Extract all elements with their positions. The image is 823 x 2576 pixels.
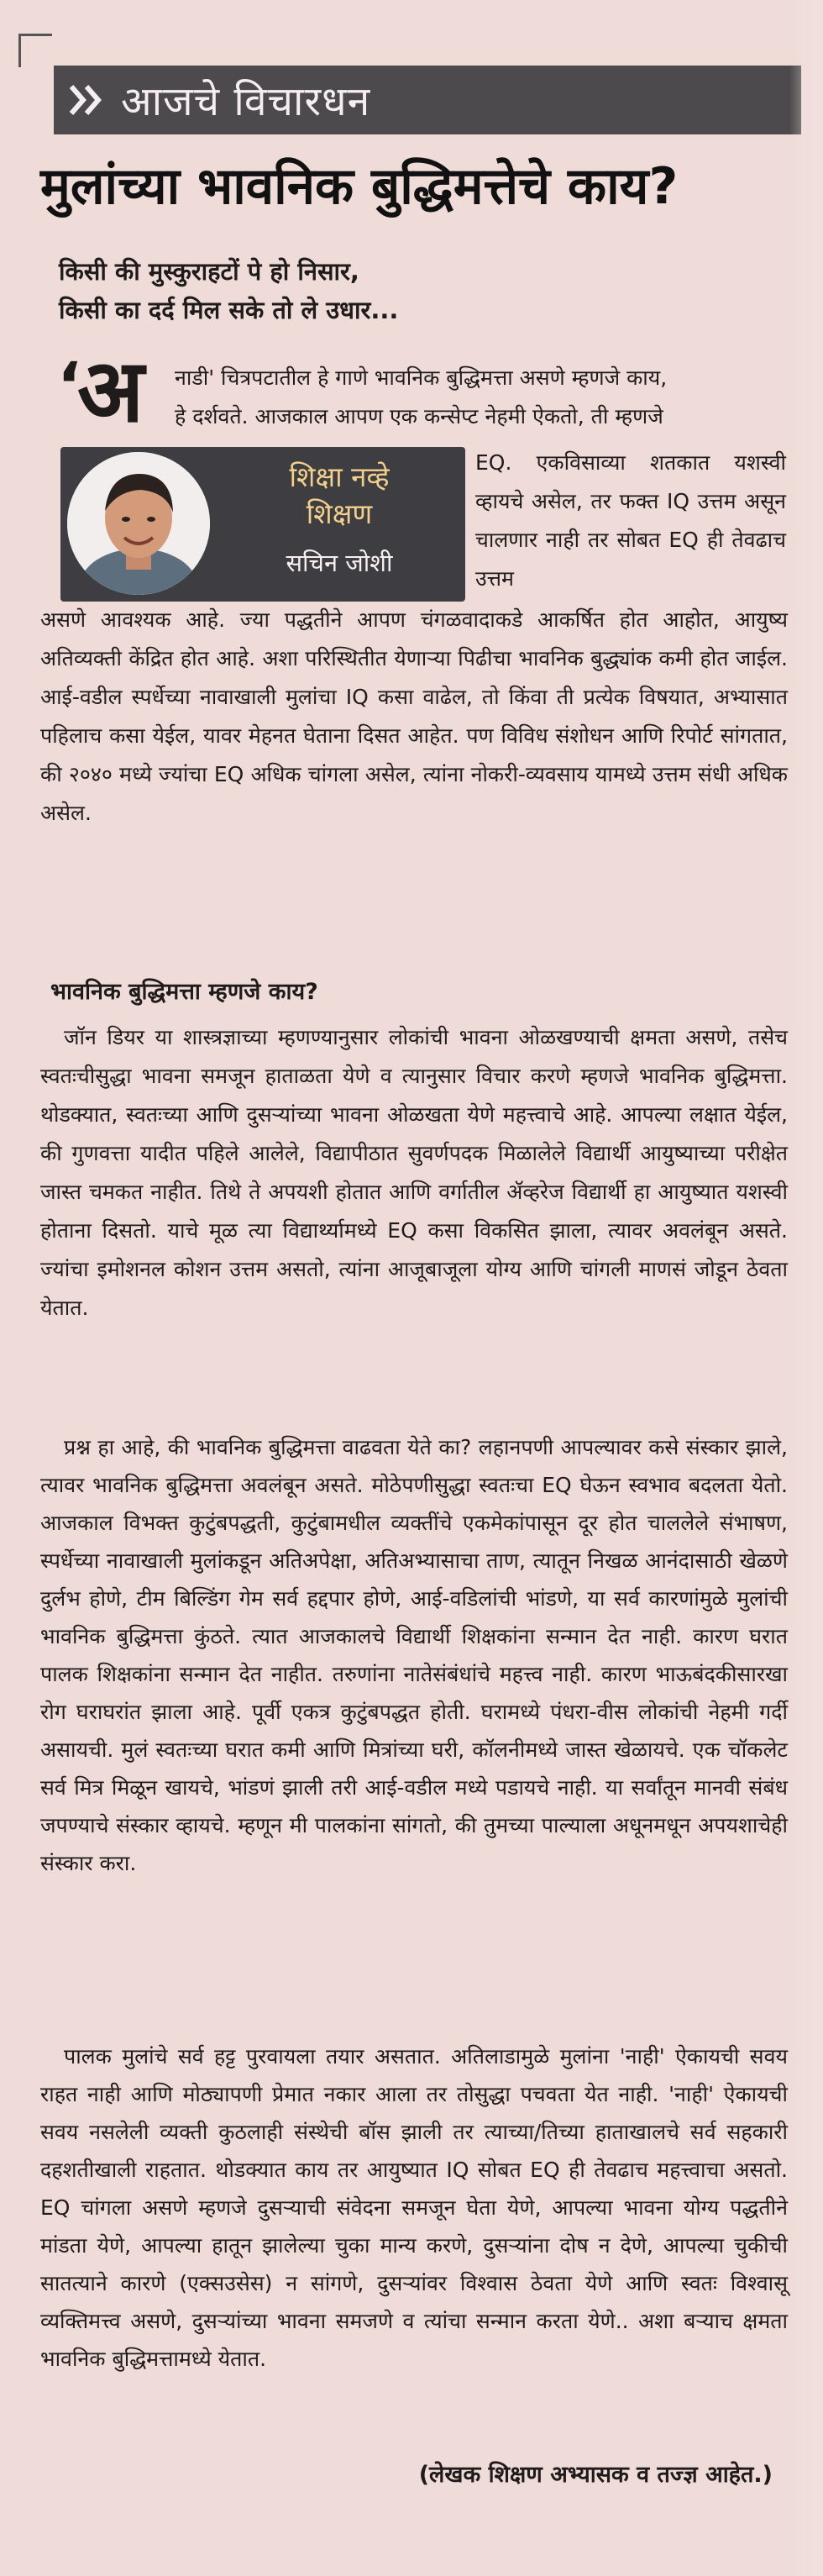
paragraph-2: जॉन डियर या शास्त्रज्ञाच्या म्हणण्यानुसार लोकांची भावना ओळखण्याची क्षमता असणे, तसेच स्वतःचीसुद्धा भावना समजून हाताळता येणे व त्यानुसार विचार करणे म्हणजे भावनिक बुद्धिमत्ता. थोडक्यात, स्वतःच्या आणि दुसऱ्यांच्या भावना ओळखता येणे महत्त्वाचे आहे. आपल्या लक्षात येईल, की गुणवत्ता यादीत पहिले आलेले, विद्यापीठात सुवर्णपदक मिळालेले विद्यार्थी आयुष्याच्या परीक्षेत जास्त चमकत नाहीत. तिथे ते अपयशी होतात आणि वर्गातील ॲव्हरेज विद्यार्थी हा आयुष्यात यशस्वी होताना दिसतो. याचे मूळ त्या विद्यार्थ्यामध्ये EQ कसा विकसित झाला, त्यावर अवलंबून असते. ज्यांचा इमोशनल कोशन उत्तम असतो, त्यांना आजूबाजूला योग्य आणि चांगली माणसं जोडून ठेवता येतात. [40,1025,788,1320]
section-title: आजचे विचारधन [121,77,371,125]
column-heading [220,459,459,533]
paragraph-3: प्रश्न हा आहे, की भावनिक बुद्धिमत्ता वाढवता येते का? लहानपणी आपल्यावर कसे संस्कार झाले, त्यावर भावनिक बुद्धिमत्ता अवलंबून असते. मोठेपणीसुद्धा स्वतःचा EQ घेऊन स्वभाव बदलता येतो. आजकाल विभक्त कुटुंबपद्धती, कुटुंबामधील व्यक्तींचे एकमेकांपासून दूर होत चाललेले संभाषण, स्पर्धेच्या नावाखाली मुलांकडून अतिअपेक्षा, अतिअभ्यासाचा ताण, त्यातून निखळ आनंदासाठी खेळणे दुर्लभ होणे, टीम बिल्डिंग गेम सर्व हद्दपार होणे, आई-वडिलांची भांडणे, या सर्व कारणांमुळे मुलांची भावनिक बुद्धिमत्ता कुंठते. त्यात आजकालचे विद्यार्थी शिक्षकांना सन्मान देत नाही. कारण घरात पालक शिक्षकांना सन्मान देत नाहीत. तरुणांना नातेसंबंधांचे महत्त्व नाही. कारण भाऊबंदकीसारखा रोग घराघरांत झाला आहे. पूर्वी एकत्र कुटुंबपद्धत होती. घरामध्ये पंधरा-वीस लोकांची नेहमी गर्दी असायची. मुलं स्वतःच्या घरात कमी आणि मित्रांच्या घरी, कॉलनीमध्ये जास्त खेळायचे. एक चॉकलेट सर्व मित्र मिळून खायचे, भांडणं झाली तरी आई-वडील मध्ये पडायचे नाही. या सर्वांतून मानवी संबंध जपण्याचे संस्कार व्हायचे. म्हणून मी पालकांना सांगतो, की तुमच्या पाल्याला अधूनमधून अपयशाचेही संस्कार करा. [40,1435,788,1875]
page-edge-shade [789,0,823,2576]
wrap-paragraph: EQ. एकविसाव्या शतकात यशस्वी व्हायचे असेल, तर फक्त IQ उत्तम असून चालणार नाही तर सोबत EQ ही तेवढाच उत्तम [475,450,786,591]
intro-line-1: नाडी' चित्रपटातील हे गाणे भावनिक बुद्धिमत्ता असणे म्हणजे काय, [175,365,668,390]
column-heading-line-2: शिक्षण [306,497,373,530]
section-header [54,66,801,134]
drop-cap: अ [77,339,144,442]
column-heading-line-1: शिक्षा नव्हे [289,460,390,493]
avatar [67,452,210,595]
portrait-photo-icon [67,452,210,595]
double-chevron-icon [67,81,106,119]
quote-line-1: किसी की मुस्कुराहटों पे हो निसार, [59,257,359,286]
author-note: (लेखक शिक्षण अभ्यासक व तज्ज्ञ आहेत.) [418,2462,773,2488]
paragraph-1: असणे आवश्यक आहे. ज्या पद्धतीने आपण चंगळवादाकडे आकर्षित होत आहोत, आयुष्य अतिव्यक्ती केंद्रित होत आहे. अशा परिस्थितीत येणाऱ्या पिढीचा भावनिक बुद्ध्यांक कमी होत जाईल. आई-वडील स्पर्धेच्या नावाखाली मुलांचा IQ कसा वाढेल, तो किंवा ती प्रत्येक विषयात, अभ्यासात पहिलाच कसा येईल, यावर मेहनत घेताना दिसत आहेत. पण विविध संशोधन आणि रिपोर्ट सांगतात, की २०४० मध्ये ज्यांचा EQ अधिक चांगला असेल, त्यांना नोकरी-व्यवसाय यामध्ये उत्तम संधी अधिक असेल. [40,607,788,825]
columnist-badge [60,447,465,602]
author-name: सचिन जोशी [286,549,393,577]
corner-rule-left [18,34,21,67]
intro-line-2: हे दर्शवते. आजकाल आपण एक कन्सेप्ट नेहमी ऐकतो, ती म्हणजे [175,404,663,428]
opening-quote [59,252,764,329]
quote-line-2: किसी का दर्द मिल सके तो ले उधार... [59,296,399,324]
article-headline: मुलांच्या भावनिक बुद्धिमत्तेचे काय? [40,157,679,216]
subheading: भावनिक बुद्धिमत्ता म्हणजे काय? [50,979,318,1005]
intro-paragraph [40,339,788,442]
corner-rule-top [18,34,52,36]
paragraph-4: पालक मुलांचे सर्व हट्ट पुरवायला तयार असतात. अतिलाडामुळे मुलांना 'नाही' ऐकायची सवय राहत नाही आणि मोठ्यापणी प्रेमात नकार आला तर तोसुद्धा पचवता येत नाही. 'नाही' ऐकायची सवय नसलेली व्यक्ती कुठलाही संस्थेची बॉस झाली तर त्याच्या/तिच्या हाताखालचे सर्व सहकारी दहशतीखाली राहतात. थोडक्यात काय तर आयुष्यात IQ सोबत EQ ही तेवढाच महत्त्वाचा असतो. EQ चांगला असणे म्हणजे दुसऱ्याची संवेदना समजून घेता येणे, आपल्या भावना योग्य पद्धतीने मांडता येणे, आपल्या हातून झालेल्या चुका मान्य करणे, दुसऱ्यांना दोष न देणे, आपल्या चुकीची सातत्याने कारणे (एक्सउसेस) न सांगणे, दुसऱ्यांवर विश्वास ठेवता येणे आणि स्वतः विश्वासू व्यक्तिमत्त्व असणे, दुसऱ्यांच्या भावना समजणे व त्यांचा सन्मान करता येणे.. अशा बऱ्याच क्षमता भावनिक बुद्धिमत्तामध्ये येतात. [40,2044,788,2371]
open-quote-mark: ‘ [57,348,81,423]
